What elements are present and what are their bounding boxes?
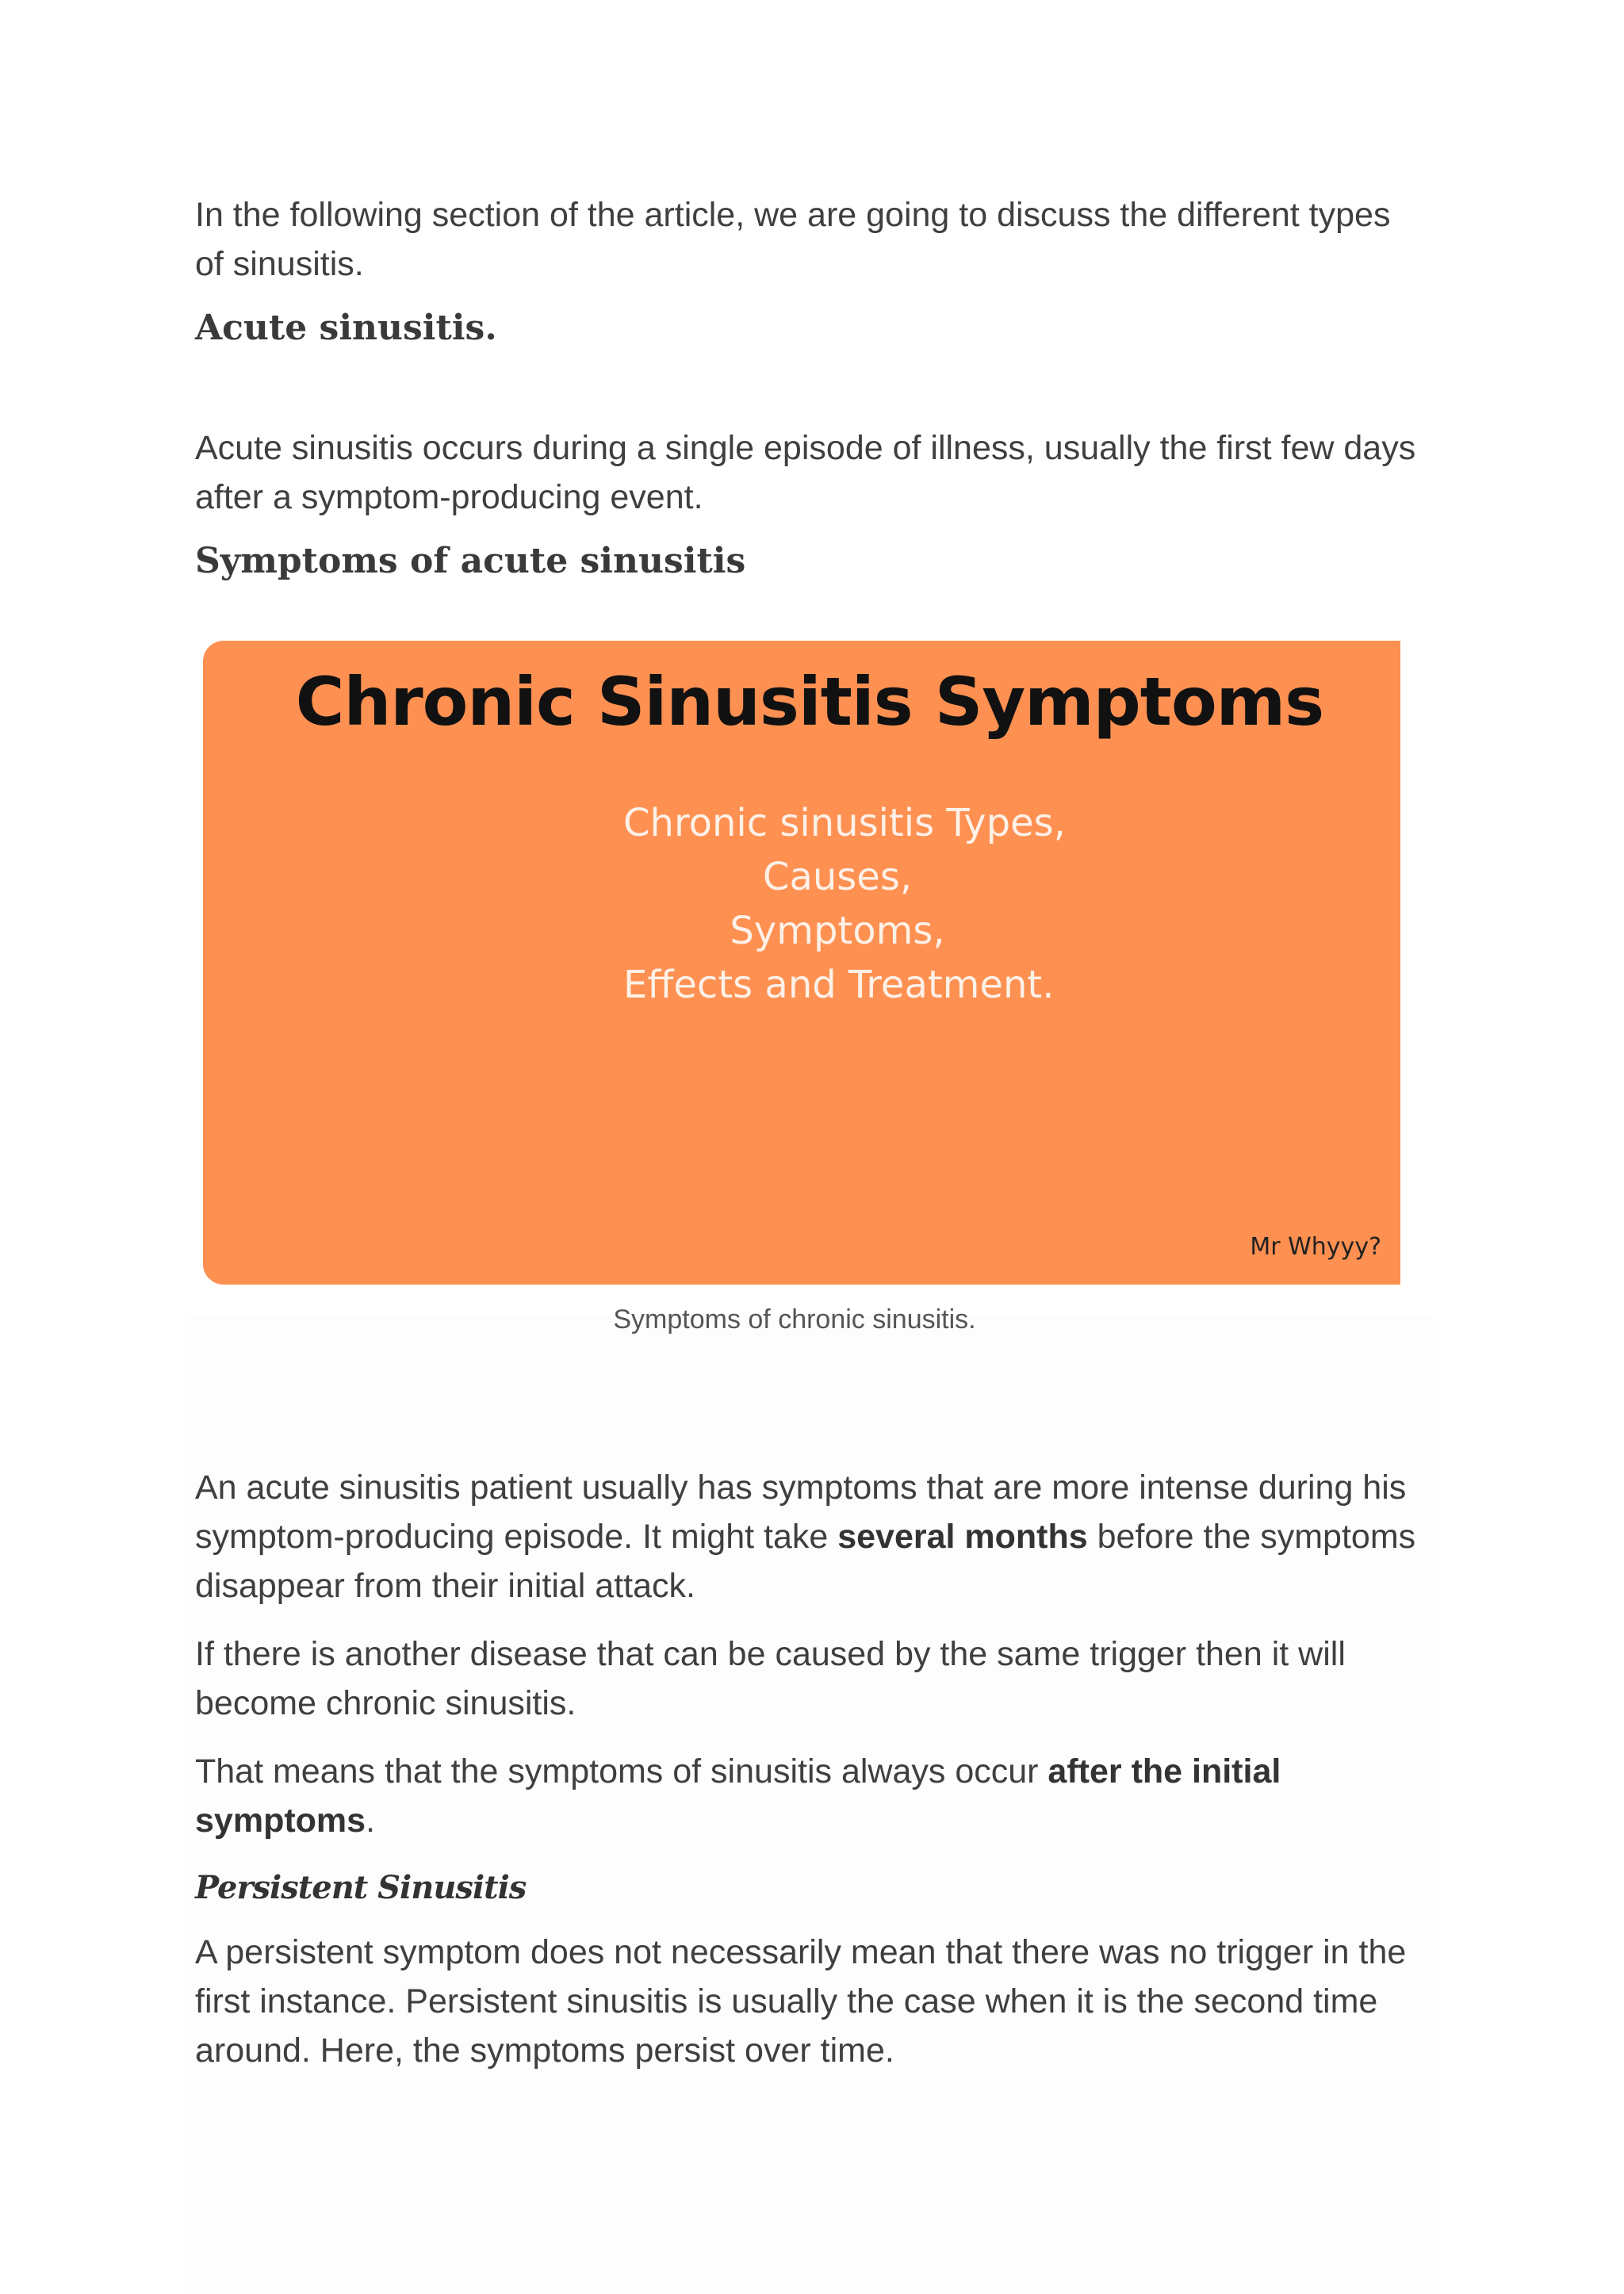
- body-text: An acute sinusitis patient usually has symptoms that are more intense during his symptom-producing episode. It might take: [195, 1469, 1407, 1556]
- persistent-sinusitis-paragraph: A persistent symptom does not necessarily mean that there was no trigger in the first instance. Persistent sinusitis is usually the case when it is the second time around. Here, the symptoms persist over time.: [195, 1933, 1407, 2070]
- article-body: [195, 190, 1416, 585]
- bold-text: after the initial symptoms: [195, 1752, 1281, 1840]
- body-text: before the symptoms disappear from their initial attack.: [195, 1518, 1416, 1605]
- body-text: That means that the symptoms of sinusitis always occur: [195, 1752, 1048, 1790]
- figure-line: Causes,: [762, 855, 913, 899]
- figure-line: Chronic sinusitis Types,: [623, 801, 1066, 845]
- acute-sinusitis-paragraph: Acute sinusitis occurs during a single episode of illness, usually the first few days after a symptom-producing event.: [195, 429, 1416, 516]
- figure-credit: Mr Whyyy?: [1250, 1233, 1381, 1261]
- figure-caption: Symptoms of chronic sinusitis.: [613, 1304, 976, 1335]
- figure-line: Symptoms,: [730, 909, 945, 953]
- figure-title: Chronic Sinusitis Symptoms: [295, 663, 1324, 741]
- intro-paragraph: In the following section of the article, we are going to discuss the different types of sinusitis.: [195, 196, 1391, 283]
- acute-sinusitis-heading: Acute sinusitis.: [195, 308, 497, 348]
- symptoms-acute-heading: Symptoms of acute sinusitis: [195, 541, 746, 581]
- body-paragraph-2: If there is another disease that can be caused by the same trigger then it will become chronic sinusitis.: [195, 1635, 1346, 1722]
- figure-subtitle-lines: [623, 796, 1066, 1012]
- figure-line: Effects and Treatment.: [623, 963, 1055, 1007]
- persistent-sinusitis-heading: Persistent Sinusitis: [195, 1869, 527, 1906]
- body-paragraph-1: [195, 1463, 1416, 1610]
- body-paragraph-3: [195, 1747, 1416, 1845]
- chronic-sinusitis-figure: [203, 641, 1400, 1285]
- body-text: .: [366, 1802, 376, 1840]
- article-body-continued: [195, 1463, 1416, 2094]
- bold-text: several months: [837, 1518, 1088, 1556]
